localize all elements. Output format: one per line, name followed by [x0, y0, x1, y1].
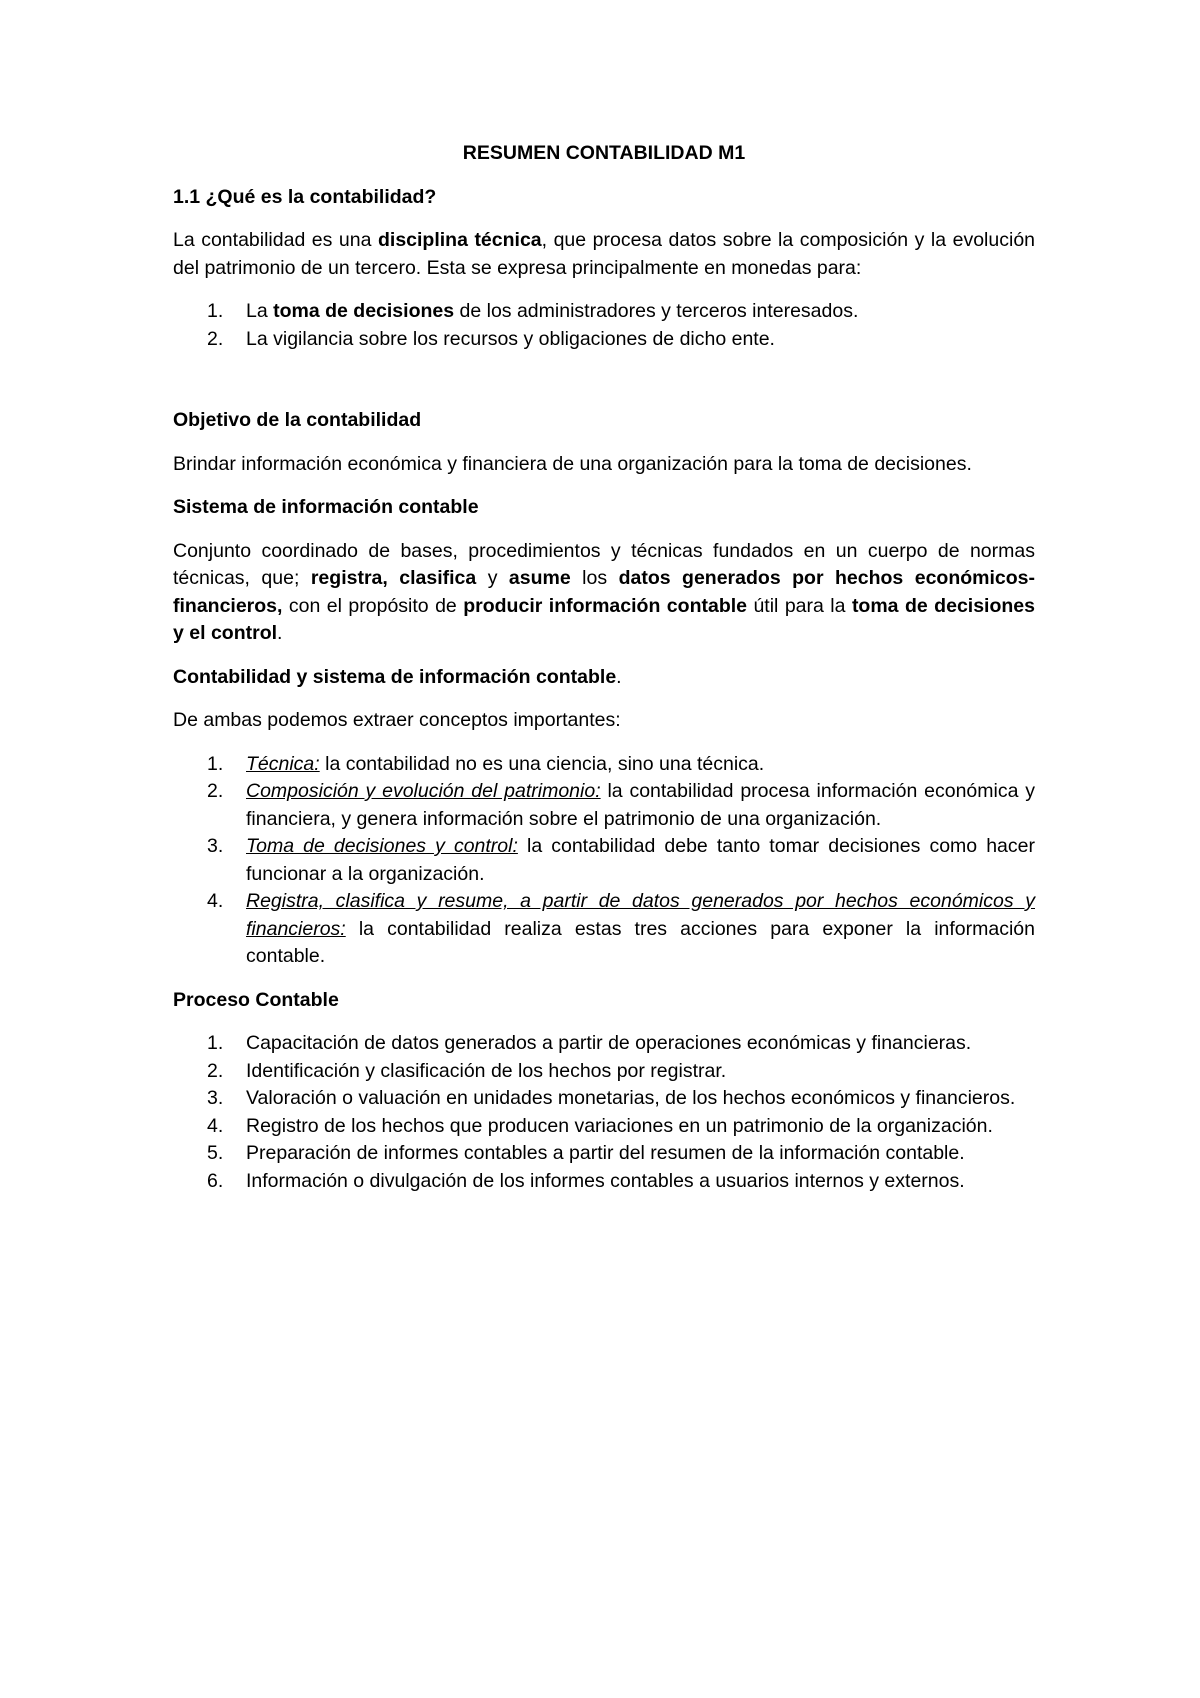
list-number: 3. [207, 835, 224, 857]
section-heading-que-es: 1.1 ¿Qué es la contabilidad? [173, 185, 437, 208]
list-number: 3. [207, 1087, 224, 1109]
list-number: 1. [207, 752, 224, 775]
text-run: La contabilidad es una [173, 229, 378, 251]
text-run: la contabilidad realiza estas tres acciones para exponer la información contable. [246, 917, 1035, 967]
bold-run: toma de decisiones [273, 300, 455, 322]
section-heading-proceso: Proceso Contable [173, 988, 339, 1011]
text-run: , que procesa datos sobre la composición y la evolución del patrimonio de un tercero. Esta se expresa principalmente en monedas para: [173, 229, 1036, 279]
list-item [173, 751, 1035, 779]
text-run: útil para la [747, 594, 852, 617]
text-run: de los administradores y terceros interesados. [454, 300, 859, 322]
underlined-term: Técnica: [246, 752, 320, 775]
list-item [173, 1085, 1035, 1113]
section-heading-objetivo: Objetivo de la contabilidad [173, 409, 422, 431]
list-number: 2. [207, 327, 224, 350]
bold-run: disciplina técnica [377, 229, 542, 251]
list-usos [173, 298, 1035, 353]
paragraph-objetivo: Brindar información económica y financiera de una organización para la toma de decisiones. [173, 452, 972, 475]
paragraph-sistema [173, 538, 1035, 648]
text-run: con el propósito de [282, 594, 464, 617]
text-run: los [570, 567, 619, 589]
list-item [173, 1113, 1035, 1141]
section-heading-sistema: Sistema de información contable [173, 496, 479, 518]
list-number: 4. [207, 890, 224, 912]
list-item [173, 778, 1035, 833]
list-item [173, 833, 1035, 888]
text-run: La vigilancia sobre los recursos y obligaciones de dicho ente. [246, 327, 775, 350]
list-proceso [173, 1030, 1035, 1195]
list-number: 1. [207, 1032, 224, 1054]
heading-text: Contabilidad y sistema de información contable [173, 665, 617, 688]
list-item [173, 1030, 1035, 1058]
text-run: Valoración o valuación en unidades monetarias, de los hechos económicos y financieros. [246, 1087, 1016, 1109]
text-run: Capacitación de datos generados a partir de operaciones económicas y financieras. [246, 1032, 972, 1054]
list-number: 4. [207, 1114, 224, 1137]
list-item [173, 888, 1035, 971]
text-run: . [277, 622, 283, 644]
paragraph-intro-conceptos: De ambas podemos extraer conceptos importantes: [173, 709, 621, 731]
text-run: Registro de los hechos que producen variaciones en un patrimonio de la organización. [246, 1114, 993, 1137]
list-item [173, 298, 1035, 326]
spacer [173, 369, 1035, 407]
section-heading-contabilidad-sistema [173, 664, 1035, 692]
text-run: la contabilidad debe tanto tomar decisiones como hacer funcionar a la organización. [246, 835, 1035, 885]
document-title: RESUMEN CONTABILIDAD M1 [462, 142, 746, 164]
bold-run: toma de decisiones y el control [173, 594, 1035, 644]
list-item [173, 1168, 1035, 1196]
paragraph-definicion [173, 227, 1035, 282]
list-number: 2. [207, 1059, 224, 1082]
list-number: 6. [207, 1169, 224, 1192]
underlined-term: Composición y evolución del patrimonio: [246, 780, 601, 802]
list-item [173, 1058, 1035, 1086]
bold-run: datos generados por hechos económicos-financieros, [173, 567, 1036, 617]
document-body [173, 140, 1035, 1211]
text-run: la contabilidad procesa información económica y financiera, y genera información sobre el patrimonio de una organización. [246, 780, 1036, 830]
underlined-term: Registra, clasifica y resume, a partir de datos generados por hechos económicos y financieros: [246, 890, 1035, 940]
list-item [173, 326, 1035, 354]
heading-period: . [616, 665, 622, 688]
list-conceptos [173, 751, 1035, 971]
list-item [173, 1140, 1035, 1168]
bold-run: producir información contable [463, 594, 747, 617]
bold-run: asume [508, 567, 571, 589]
text-run: la contabilidad no es una ciencia, sino una técnica. [319, 752, 765, 775]
text-run: Identificación y clasificación de los hechos por registrar. [246, 1059, 727, 1082]
text-run: Conjunto coordinado de bases, procedimientos y técnicas fundados en un cuerpo de normas técnicas, que; [173, 539, 1035, 589]
list-number: 1. [207, 300, 224, 322]
underlined-term: Toma de decisiones y control: [246, 835, 518, 857]
list-number: 2. [207, 780, 224, 802]
text-run: La [246, 300, 274, 322]
text-run: Información o divulgación de los informes contables a usuarios internos y externos. [246, 1169, 965, 1192]
text-run: Preparación de informes contables a partir del resumen de la información contable. [246, 1142, 965, 1164]
bold-run: registra, clasifica [310, 567, 477, 589]
text-run: y [476, 567, 509, 589]
list-number: 5. [207, 1142, 224, 1164]
